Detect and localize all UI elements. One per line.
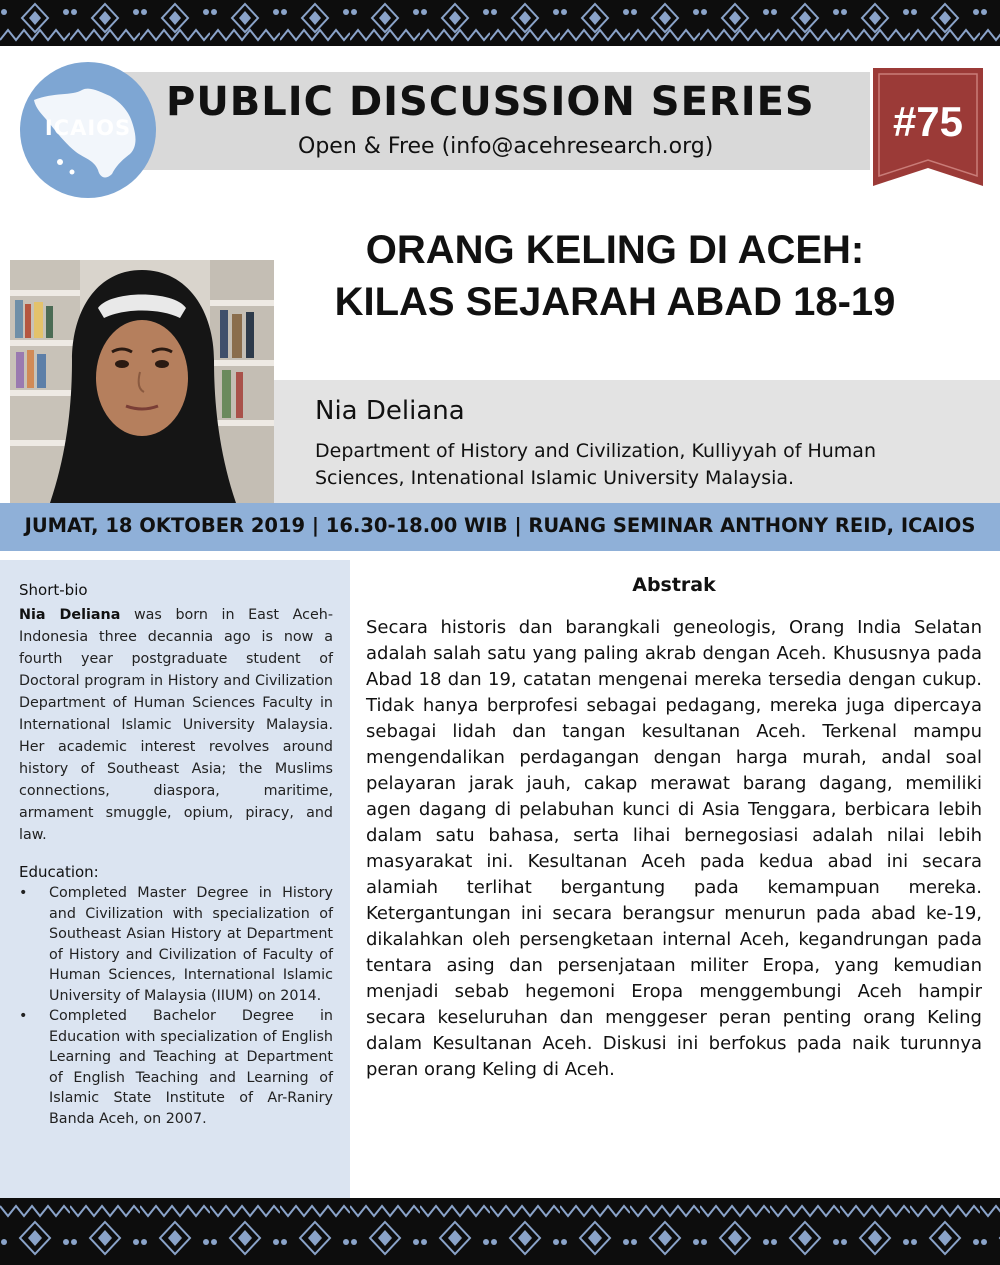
bio-text bbox=[19, 604, 333, 846]
series-subtitle: Open & Free (info@acehresearch.org) bbox=[298, 134, 714, 159]
abstract-text: Secara historis dan barangkali geneologis, Orang India Selatan adalah salah satu yang paling akrab dengan Aceh. Khususnya pada Abad 18 dan 19, catatan mengenai mereka tersedia dengan cukup. Tidak hanya berprofesi sebagai pedagang, mereka juga dipercaya sebagai lidah dan tangan kesultanan Aceh. Terkenal mampu mengendalikan perdagangan dengan harga murah, andal soal pelayaran jarak jauh, cakap merawat barang dagang, memiliki agen dagang di pelabuhan kunci di Asia Tenggara, berbicara lebih dalam satu bahasa, serta lihai bernegosiasi adalah nilai lebih masyarakat ini. Kesultanan Aceh pada kedua abad ini secara alamiah terlihat bergantung pada kemampuan mereka. Ketergantungan ini secara berangsur menurun pada abad ke-19, dikalahkan oleh persengketaan internal Aceh, kegandrungan pada tentara asing dan persenjataan militer Eropa, yang kemudian menjadi sebab hegemoni Eropa menggembungi Aceh hampir secara keseluruhan dan menggeser peran penting orang Keling dalam Kesultanan Aceh. Diskusi ini berfokus pada naik turunnya peran orang Keling di Aceh. bbox=[366, 617, 982, 1080]
education-heading: Education: bbox=[19, 863, 99, 881]
abstract-heading: Abstrak bbox=[632, 574, 716, 596]
bio-heading: Short-bio bbox=[19, 581, 88, 599]
event-details: JUMAT, 18 OKTOBER 2019 | 16.30-18.00 WIB | RUANG SEMINAR ANTHONY REID, ICAIOS bbox=[24, 514, 976, 537]
top-ornament-band bbox=[0, 0, 1000, 46]
speaker-name: Nia Deliana bbox=[315, 396, 465, 426]
logo-text: ICAIOS bbox=[44, 116, 132, 140]
talk-title bbox=[290, 224, 940, 328]
education-list bbox=[19, 883, 333, 1129]
bio-body: was born in East Aceh-Indonesia three decannia ago is now a fourth year postgraduate student of Doctoral program in History and Civilization Department of Human Sciences Faculty in International Islamic University Malaysia. Her academic interest revolves around history of Southeast Asia; the Muslims connections, diaspora, maritime, armament smuggle, opium, piracy, and law. bbox=[19, 607, 333, 843]
bottom-ornament-band bbox=[0, 1198, 1000, 1265]
education-item: • Completed Master Degree in History and Civilization with specialization of Southeast Asian History at Department of History and Civilization of Faculty of Human Sciences, International Islamic University of Malaysia (IIUM) on 2014. bbox=[19, 883, 333, 1006]
speaker-affiliation: Department of History and Civilization, Kulliyyah of Human Sciences, Intenational Islamic University Malaysia. bbox=[315, 440, 876, 489]
icaios-logo bbox=[20, 62, 156, 198]
series-title: PUBLIC DISCUSSION SERIES bbox=[166, 79, 815, 125]
bio-name: Nia Deliana bbox=[19, 607, 121, 623]
speaker-photo bbox=[10, 260, 274, 503]
episode-badge: #75 bbox=[892, 98, 964, 145]
talk-title-line2: KILAS SEJARAH ABAD 18-19 bbox=[334, 280, 896, 324]
education-item: • Completed Bachelor Degree in Education with specialization of English Learning and Teaching at Department of English Teaching and Learning of Islamic State Institute of Ar-Raniry Banda Aceh, on 2007. bbox=[19, 1006, 333, 1129]
talk-title-line1: ORANG KELING DI ACEH: bbox=[365, 228, 865, 272]
